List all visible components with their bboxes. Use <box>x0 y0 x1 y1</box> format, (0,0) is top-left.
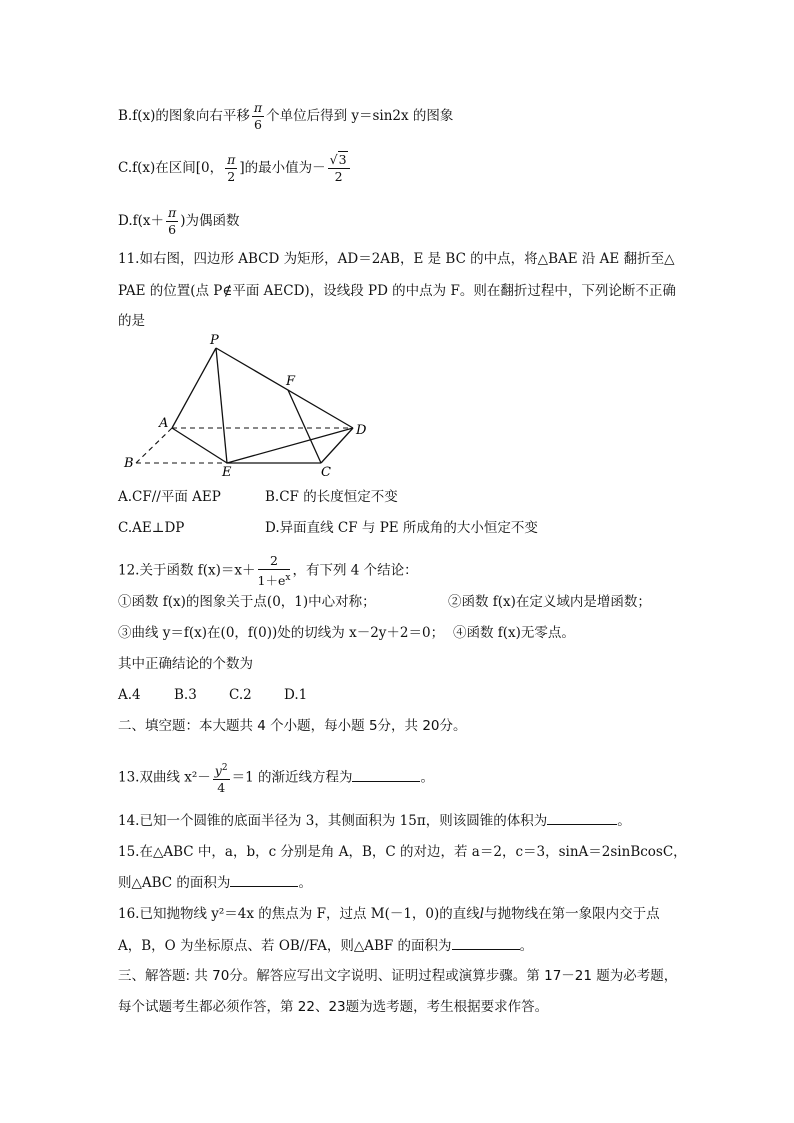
q14: 14.已知一个圆锥的底面半径为 3，其侧面积为 15π，则该圆锥的体积为 。 <box>118 810 631 831</box>
q11-option-b: B.CF 的长度恒定不变 <box>265 489 398 505</box>
label-a: A <box>159 416 169 431</box>
q11-figure <box>110 330 390 480</box>
q15-line2: 则△ABC 的面积为 。 <box>118 872 312 893</box>
edge-ed <box>227 428 353 463</box>
section-2-heading: 二、填空题：本大题共 4 个小题，每小题 5分，共 20分。 <box>118 718 467 734</box>
q12-statement-1: ①函数 f(x)的图象关于点(0，1)中心对称； <box>118 594 376 610</box>
q14-answer-blank[interactable] <box>547 810 617 825</box>
q10-b-fraction: $\frac{\pi}{6}$ <box>253 100 263 132</box>
label-p: P <box>210 333 219 348</box>
q12-question: 其中正确结论的个数为 <box>118 656 253 672</box>
q12-choice-c: C.2 <box>229 687 252 703</box>
label-e: E <box>222 465 232 480</box>
q10-c-sqrt-fraction: $\frac{√3}{2}$ <box>328 152 350 185</box>
q12-fraction: $\frac{2}{1+e^x}$ <box>257 553 291 589</box>
q11-option-a: A.CF//平面 AEP <box>118 489 221 505</box>
q15-answer-blank[interactable] <box>230 872 298 887</box>
q10-c-fraction: $\frac{\pi}{2}$ <box>227 152 236 184</box>
q11-option-d: D.异面直线 CF 与 PE 所成角的大小恒定不变 <box>265 520 538 536</box>
label-b: B <box>124 456 134 471</box>
label-d: D <box>356 423 367 438</box>
q10-d-fraction: $\frac{\pi}{6}$ <box>168 205 177 237</box>
q10-b-text-post: 个单位后得到 y＝sin2x 的图象 <box>266 108 454 124</box>
q16-line2: A，B，O 为坐标原点、若 OB//FA，则△ABF 的面积为 。 <box>118 935 533 956</box>
q15-line1: 15.在△ABC 中，a，b，c 分别是角 A，B，C 的对边，若 a＝2，c＝3，sinA＝2sinBcosC， <box>118 844 687 860</box>
edge-cd <box>321 428 353 463</box>
q12-choice-b: B.3 <box>174 687 197 703</box>
q12-choice-a: A.4 <box>118 687 141 703</box>
q10-option-c: C.f(x)在区间[0， $\frac{\pi}{2}$ ]的最小值为－ $\frac{√3}{2}$ <box>118 152 352 185</box>
q16-line1: 16.已知抛物线 y²＝4x 的焦点为 F，过点 M(－1，0)的直线l与抛物线在第一象限内交于点 <box>118 906 660 922</box>
q12-stem: 12.关于函数 f(x)＝x＋ $\frac{2}{1+e^x}$ ，有下列 4 个结论： <box>118 553 418 589</box>
q13-answer-blank[interactable] <box>352 767 420 782</box>
q12-statement-4: ④函数 f(x)无零点。 <box>453 625 575 641</box>
section-3-heading-line1: 三、解答题: 共 70分。解答应写出文字说明、证明过程或演算步骤。第 17－21 题为必考题， <box>118 968 678 984</box>
q11-stem-line3: 的是 <box>118 313 145 329</box>
edge-ap <box>172 348 216 428</box>
label-f: F <box>286 374 296 389</box>
q10-option-b <box>118 100 453 133</box>
q10-option-d: D.f(x＋ $\frac{\pi}{6}$ )为偶函数 <box>118 205 240 237</box>
q12-statement-2: ②函数 f(x)在定义域内是增函数； <box>448 594 651 610</box>
q10-b-text-pre: B.f(x)的图象向右平移 <box>118 108 250 124</box>
section-3-heading-line2: 每个试题考生都必须作答，第 22、23题为选考题，考生根据要求作答。 <box>118 999 549 1015</box>
q13: 13.双曲线 x²－ $\frac{y^2}{4}$ ＝1 的渐近线方程为 。 <box>118 760 434 796</box>
label-c: C <box>321 465 331 480</box>
edge-fc <box>288 390 321 463</box>
edge-pe <box>216 348 227 463</box>
q11-stem-line1: 11.如右图，四边形 ABCD 为矩形，AD＝2AB，E 是 BC 的中点，将△BAE 沿 AE 翻折至△ <box>118 251 675 267</box>
edge-pd <box>216 348 353 428</box>
q11-stem-line2: PAE 的位置(点 P∉平面 AECD)，设线段 PD 的中点为 F。则在翻折过程中，下列论断不正确 <box>118 283 676 299</box>
q12-statement-3: ③曲线 y＝f(x)在(0，f(0))处的切线为 x－2y＋2＝0； <box>118 625 445 641</box>
q16-answer-blank[interactable] <box>452 935 520 950</box>
q12-choice-d: D.1 <box>284 687 308 703</box>
q13-fraction: $\frac{y^2}{4}$ <box>213 760 230 796</box>
q11-option-c: C.AE⊥DP <box>118 520 185 536</box>
edge-ae <box>172 428 227 463</box>
edge-ab-dashed <box>136 428 172 463</box>
